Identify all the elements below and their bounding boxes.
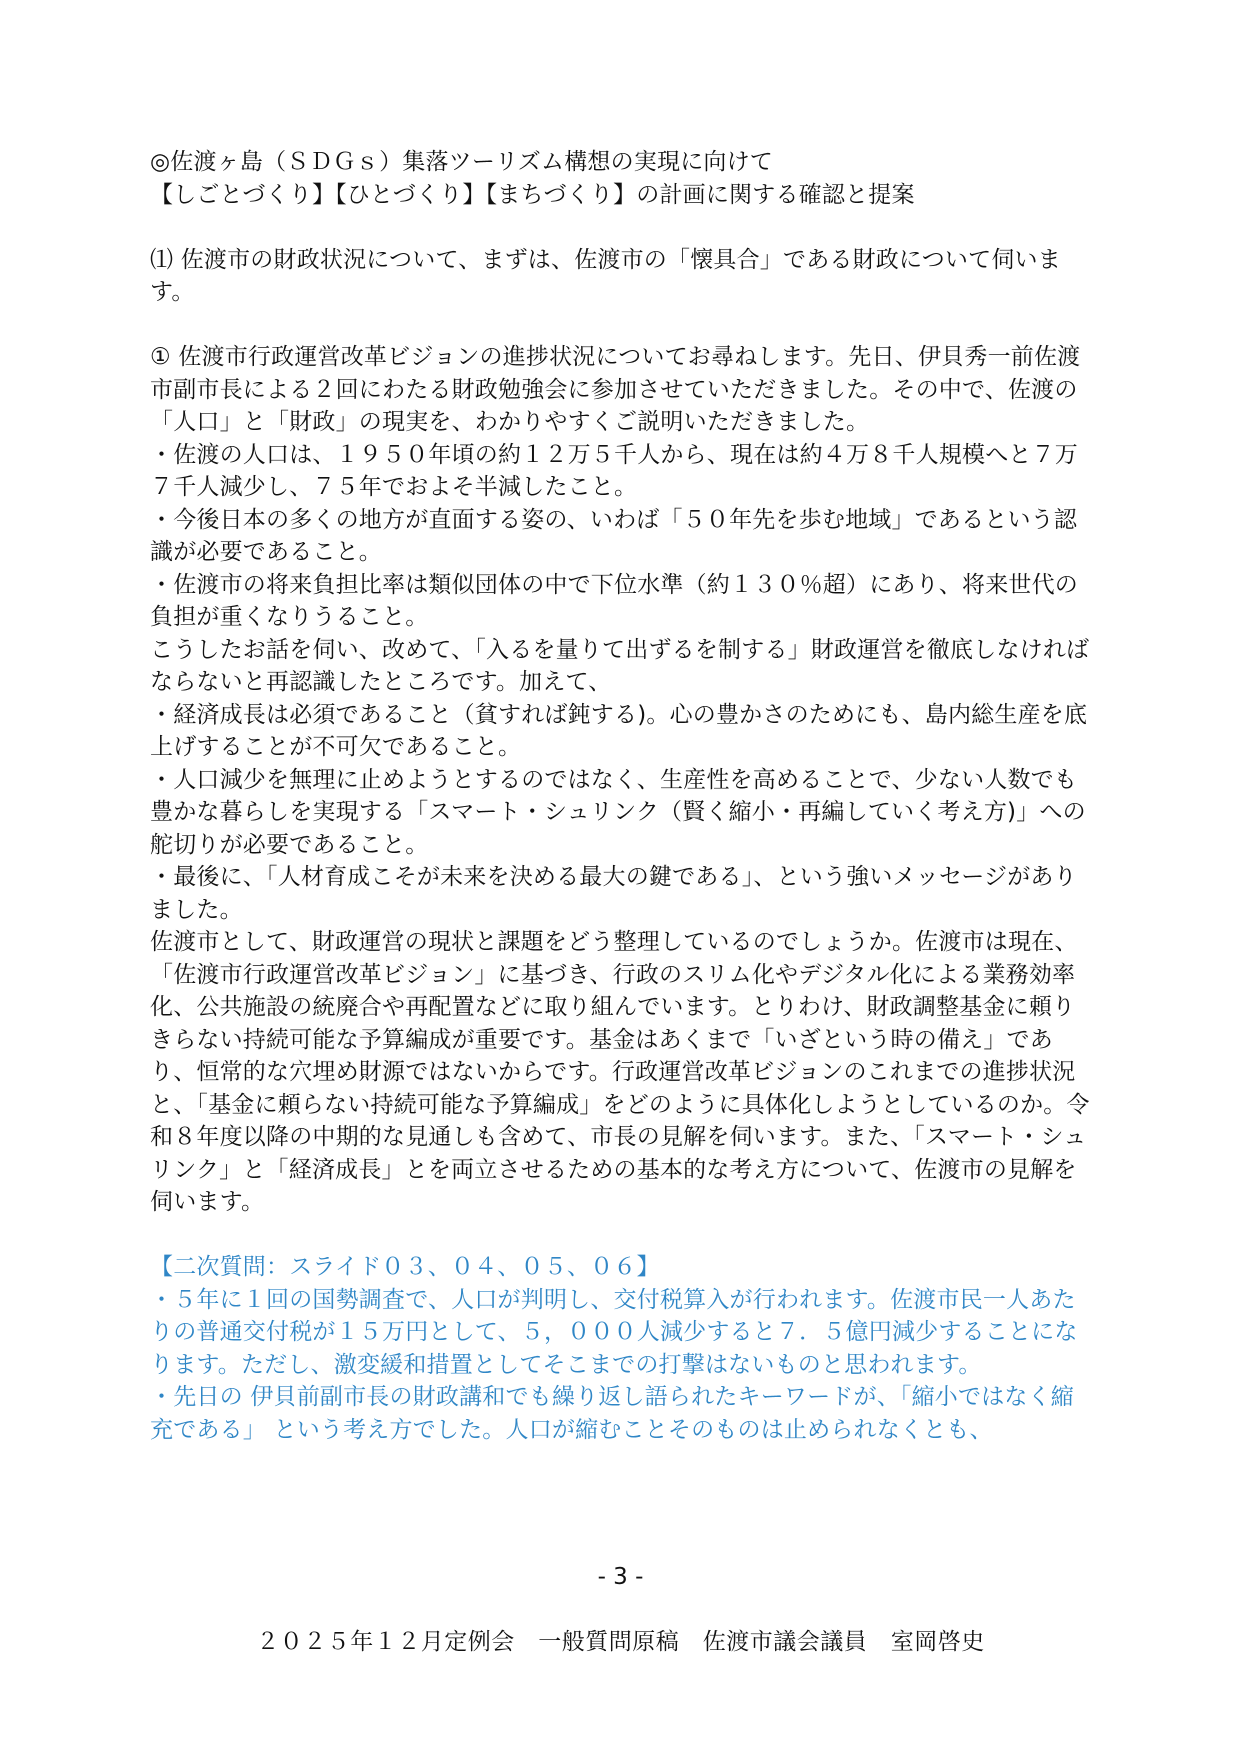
item1-bullet-2: ・今後日本の多くの地方が直面する姿の、いわば「５０年先を歩む地域」であるという認識が必要であること。	[150, 506, 1078, 565]
page-footer: ２０２５年１２月定例会 一般質問原稿 佐渡市議会議員 室岡啓史	[256, 1629, 985, 1655]
item1-bullet-5: ・人口減少を無理に止めようとするのではなく、生産性を高めることで、少ない人数でも豊かな暮らしを実現する「スマート・シュリンク（賢く縮小・再編していく考え方)」への舵切りが必要であること。	[150, 766, 1086, 858]
item1-bullet-6: ・最後に、「人材育成こそが未来を決める最大の鍵である」、という強いメッセージがありました。	[150, 864, 1077, 923]
item1-bullet-1: ・佐渡の人口は、１９５０年頃の約１２万５千人から、現在は約４万８千人規模へと７万７千人減少し、７５年でおよそ半減したこと。	[150, 441, 1078, 500]
section1-intro: ⑴ 佐渡市の財政状況について、まずは、佐渡市の「懐具合」である財政について伺います。	[150, 246, 1061, 305]
spacer	[150, 309, 1092, 342]
item1-paragraph: ① 佐渡市行政運営改革ビジョンの進捗状況についてお尋ねします。先日、伊貝秀一前佐渡市副市長による２回にわたる財政勉強会に参加させていただきました。その中で、佐渡の「人口」と「財政」の現実を、わかりやすくご説明いただきました。	[150, 344, 1081, 435]
item1-bridge: こうしたお話を伺い、改めて、「入るを量りて出ずるを制する」財政運営を徹底しなければならないと再認識したところです。加えて、	[150, 636, 1090, 695]
spacer	[150, 211, 1092, 244]
heading-line-2: 【しごとづくり】【ひとづくり】【まちづくり】の計画に関する確認と提案	[150, 181, 915, 208]
secondary-title: 【二次質問：スライド０３、０４、０５、０６】	[150, 1254, 660, 1280]
spacer	[150, 1219, 1092, 1252]
item1-bullet-3: ・佐渡市の将来負担比率は類似団体の中で下位水準（約１３０％超）にあり、将来世代の負担が重くなりうること。	[150, 571, 1078, 630]
item1-bullet-4: ・経済成長は必須であること（貧すれば鈍する)。心の豊かさのためにも、島内総生産を底上げすることが不可欠であること。	[150, 701, 1088, 760]
document-body	[150, 146, 1092, 1446]
heading-line-1: ◎佐渡ヶ島（ＳＤＧｓ）集落ツーリズム構想の実現に向けて	[150, 149, 774, 175]
secondary-bullet-2: ・先日の 伊貝前副市長の財政講和でも繰り返し語られたキーワードが、「縮小ではなく縮充である」 という考え方でした。人口が縮むことそのものは止められなくとも、	[150, 1384, 1075, 1443]
item1-question: 佐渡市として、財政運営の現状と課題をどう整理しているのでしょうか。佐渡市は現在、「佐渡市行政運営改革ビジョン」に基づき、行政のスリム化やデジタル化による業務効率化、公共施設の統廃合や再配置などに取り組んでいます。とりわけ、財政調整基金に頼りきらない持続可能な予算編成が重要です。基金はあくまで「いざという時の備え」であり、恒常的な穴埋め財源ではないからです。行政運営改革ビジョンのこれまでの進捗状況と、「基金に頼らない持続可能な予算編成」をどのように具体化しようとしているのか。令和８年度以降の中期的な見通しも含めて、市長の見解を伺います。また、「スマート・シュリンク」と「経済成長」とを両立させるための基本的な考え方について、佐渡市の見解を伺います。	[150, 929, 1090, 1215]
page-number: - 3 -	[597, 1564, 644, 1590]
secondary-bullet-1: ・５年に１回の国勢調査で、人口が判明し、交付税算入が行われます。佐渡市民一人あたりの普通交付税が１５万円として、５，０００人減少すると７．５億円減少することになります。ただし、激変緩和措置としてそこまでの打撃はないものと思われます。	[150, 1286, 1078, 1378]
